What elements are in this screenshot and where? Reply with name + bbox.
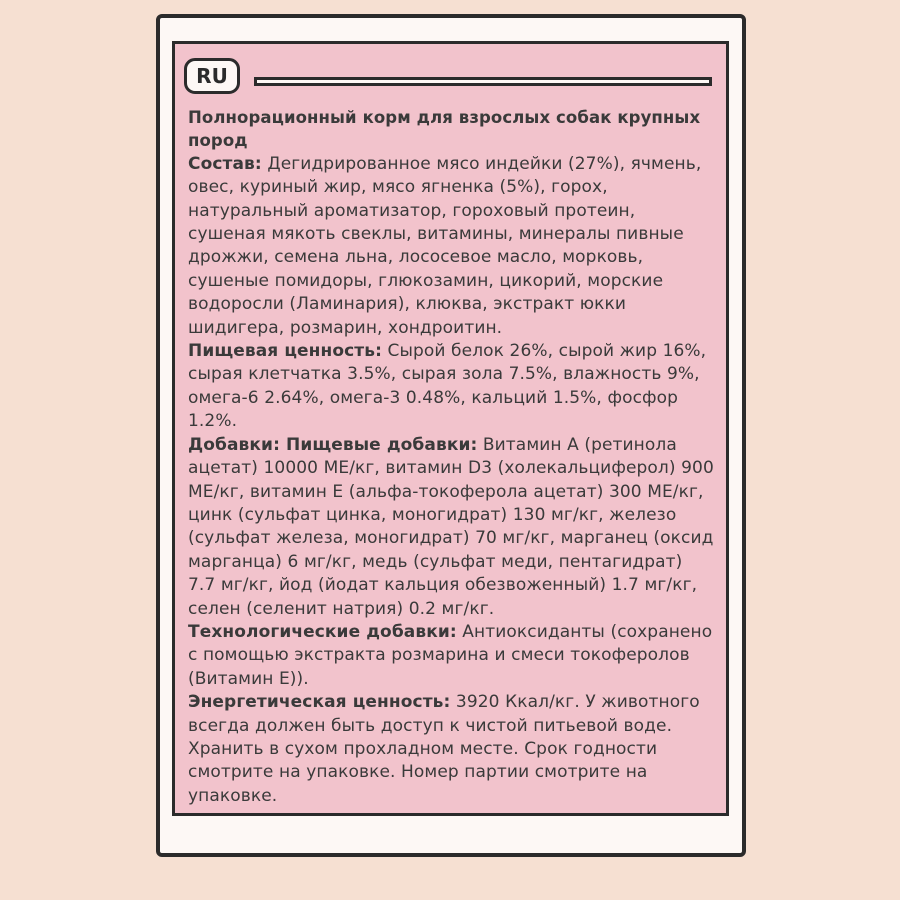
section-heading: Энергетическая ценность: (188, 692, 451, 713)
product-title: Полнорационный корм для взрослых собак крупных пород (188, 108, 701, 151)
header-rule (254, 77, 712, 86)
section-body: Антиоксиданты (сохранено с помощью экстракта розмарина и смеси токоферолов (Витамин Е)). (188, 621, 713, 689)
section-composition (188, 153, 714, 340)
section-energy (188, 691, 714, 808)
label-text (188, 106, 714, 808)
section-body: 3920 Ккал/кг. У животного всегда должен быть доступ к чистой питьевой воде. Хранить в сухом прохладном месте. Срок годности смотрите на упаковке. Номер партии смотрите на упаковке. (188, 692, 700, 806)
section-additives (188, 434, 714, 621)
section-heading: Добавки: Пищевые добавки: (188, 434, 478, 455)
section-heading: Состав: (188, 153, 262, 174)
section-body: Дегидрированное мясо индейки (27%), ячмень, овес, куриный жир, мясо ягненка (5%), горох, натуральный ароматизатор, гороховый протеин, сушеная мякоть свеклы, витамины, минералы пивные дрожжи, семена льна, лососевое масло, морковь, сушеные помидоры, глюкозамин, цикорий, морские водоросли (Ламинария), клюква, экстракт юкки шидигера, розмарин, хондроитин. (188, 153, 702, 338)
section-tech-additives (188, 621, 714, 691)
language-badge: RU (184, 58, 240, 94)
section-body: Витамин А (ретинола ацетат) 10000 МЕ/кг, витамин D3 (холекальциферол) 900 МЕ/кг, витамин Е (альфа-токоферола ацетат) 300 МЕ/кг, цинк (сульфат цинка, моногидрат) 130 мг/кг, железо (сульфат железа, моногидрат) 70 мг/кг, марганец (оксид марганца) 6 мг/кг, медь (сульфат меди, пентагидрат) 7.7 мг/кг, йод (йодат кальция обезвоженный) 1.7 мг/кг, селен (селенит натрия) 0.2 мг/кг. (188, 434, 714, 619)
label-header (184, 58, 712, 98)
section-body: Сырой белок 26%, сырой жир 16%, сырая клетчатка 3.5%, сырая зола 7.5%, влажность 9%, омега-6 2.64%, омега-3 0.48%, кальций 1.5%, фосфор 1.2%. (188, 341, 707, 432)
section-heading: Пищевая ценность: (188, 341, 383, 362)
label-card (156, 14, 746, 857)
section-heading: Технологические добавки: (188, 621, 457, 642)
label-panel (172, 41, 729, 816)
section-nutrition (188, 340, 714, 434)
